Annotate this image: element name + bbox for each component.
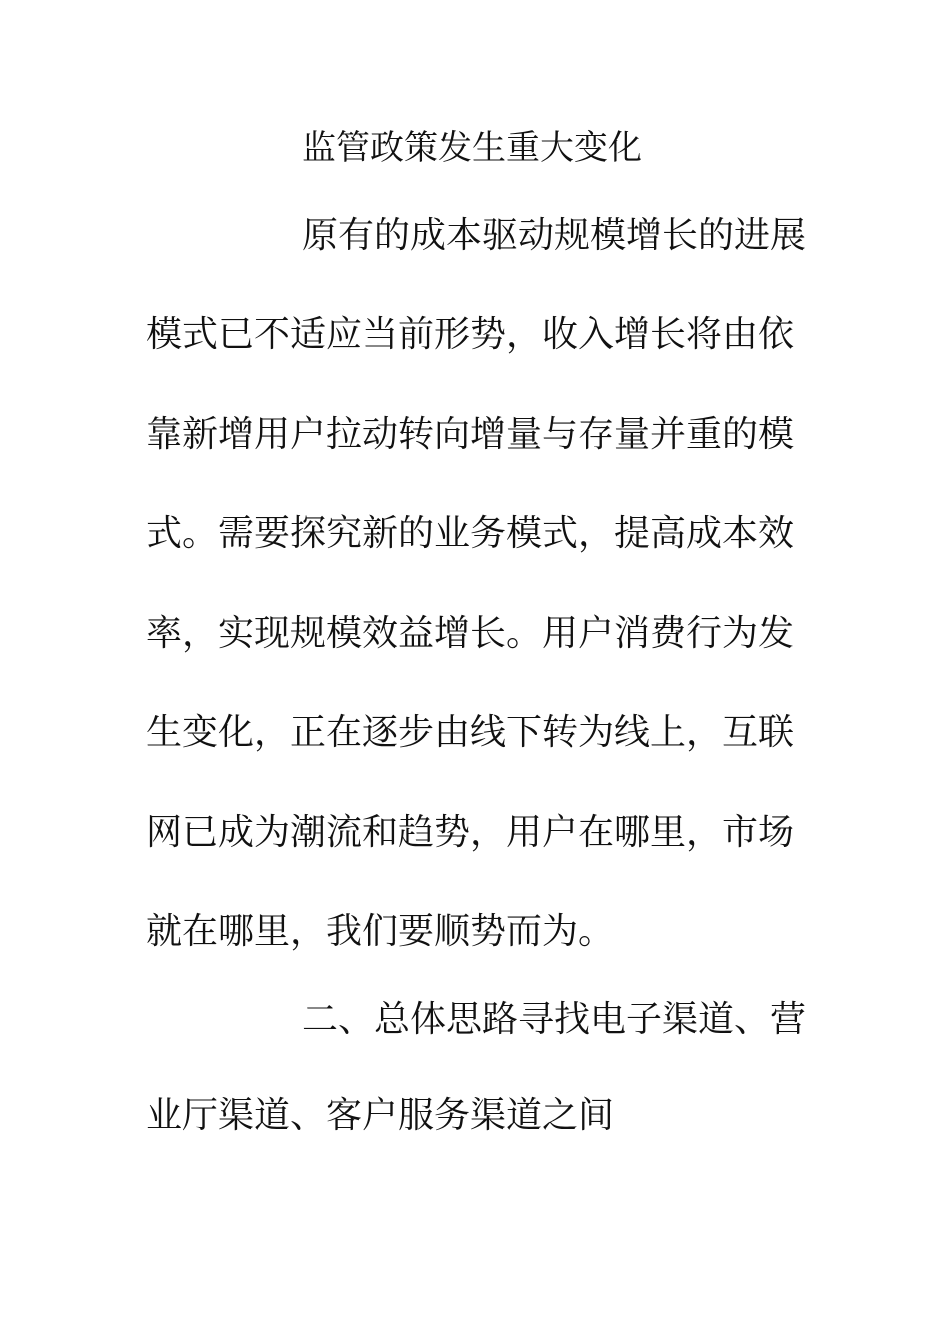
paragraph-line: 率，实现规模效益增长。用户消费行为发 <box>146 613 795 654</box>
paragraph-line: 模式已不适应当前形势，收入增长将由依 <box>146 314 795 355</box>
paragraph-line: 生变化，正在逐步由线下转为线上，互联 <box>146 712 795 753</box>
paragraph-line: 网已成为潮流和趋势，用户在哪里，市场 <box>146 812 795 853</box>
paragraph-line: 业厅渠道、客户服务渠道之间 <box>146 1095 615 1136</box>
paragraph-line: 二、总体思路寻找电子渠道、营 <box>302 999 807 1040</box>
paragraph-line: 就在哪里，我们要顺势而为。 <box>146 911 615 952</box>
paragraph-line: 式。需要探究新的业务模式，提高成本效 <box>146 513 795 554</box>
paragraph-line: 靠新增用户拉动转向增量与存量并重的模 <box>146 414 795 455</box>
section-heading: 监管政策发生重大变化 <box>302 128 642 168</box>
paragraph-line: 原有的成本驱动规模增长的进展 <box>302 215 807 256</box>
